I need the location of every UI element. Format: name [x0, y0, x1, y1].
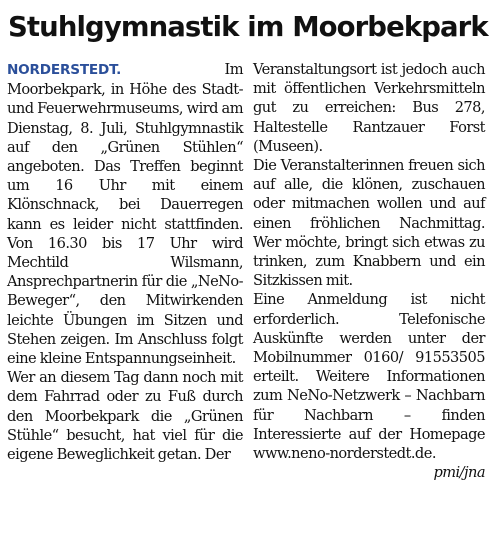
article-paragraph-3-text: Die Veranstalterinnen freuen sich auf alle, die klönen, zuschauen oder mitmachen wollen und auf einen fröhlichen Nachmittag. Wer möchte, bringt sich etwas zu trinken, zum Knabbern und ein Sitzkissen mit.: [253, 157, 485, 290]
article-paragraph-4: [253, 290, 485, 463]
article-paragraph-2-text: Wer an diesem Tag dann noch mit dem Fahrrad oder zu Fuß durch den Moorbekpark die „Grünen Stühle“ besucht, hat viel für die eigene Beweglichkeit getan. Der: [7, 369, 243, 464]
article-author: pmi/jna: [433, 464, 485, 482]
article-dateline: NORDERSTEDT.: [7, 62, 122, 78]
article-headline: Stuhlgymnastik im Moorbekpark: [8, 11, 488, 43]
article-paragraph-2-continued-text: Veranstaltungsort ist jedoch auch mit öffentlichen Verkehrsmitteln gut zu erreichen: Bus 278, Haltestelle Rantzauer Forst (Museen).: [253, 61, 485, 155]
article-paragraph-4-text: Eine Anmeldung ist nicht erforderlich. Telefonische Auskünfte werden unter der Mobilnummer 0160/ 91553505 erteilt. Weitere Informationen zum NeNo-Netzwerk – Nachbarn für Nachbarn – finden Interessierte auf der Homepage www.neno-norderstedt.de.: [253, 291, 485, 463]
article-paragraph-2-continued: [253, 60, 485, 156]
article-body: [7, 60, 485, 545]
article-paragraph-2: [7, 368, 243, 464]
article-paragraph-1-text: Im Moorbekpark, in Höhe des Stadt- und Feuerwehrmuseums, wird am Dienstag, 8. Juli, Stuhlgymnastik auf den „Grünen Stühlen“ angeboten. Das Treffen beginnt um 16 Uhr mit einem Klönschnack, bei Dauerregen kann es leider nicht stattfinden. Von 16.30 bis 17 Uhr wird Mechtild Wilsmann, Ansprechpartnerin für die „NeNo-Beweger“, den Mitwirkenden leichte Übungen im Sitzen und Stehen zeigen. Im Anschluss folgt eine kleine Entspannungseinheit.: [7, 61, 243, 368]
article-column-left: [7, 60, 243, 545]
article-column-right: [253, 60, 485, 545]
article-paragraph-3: [253, 156, 485, 290]
article-paragraph-1: [7, 60, 243, 368]
